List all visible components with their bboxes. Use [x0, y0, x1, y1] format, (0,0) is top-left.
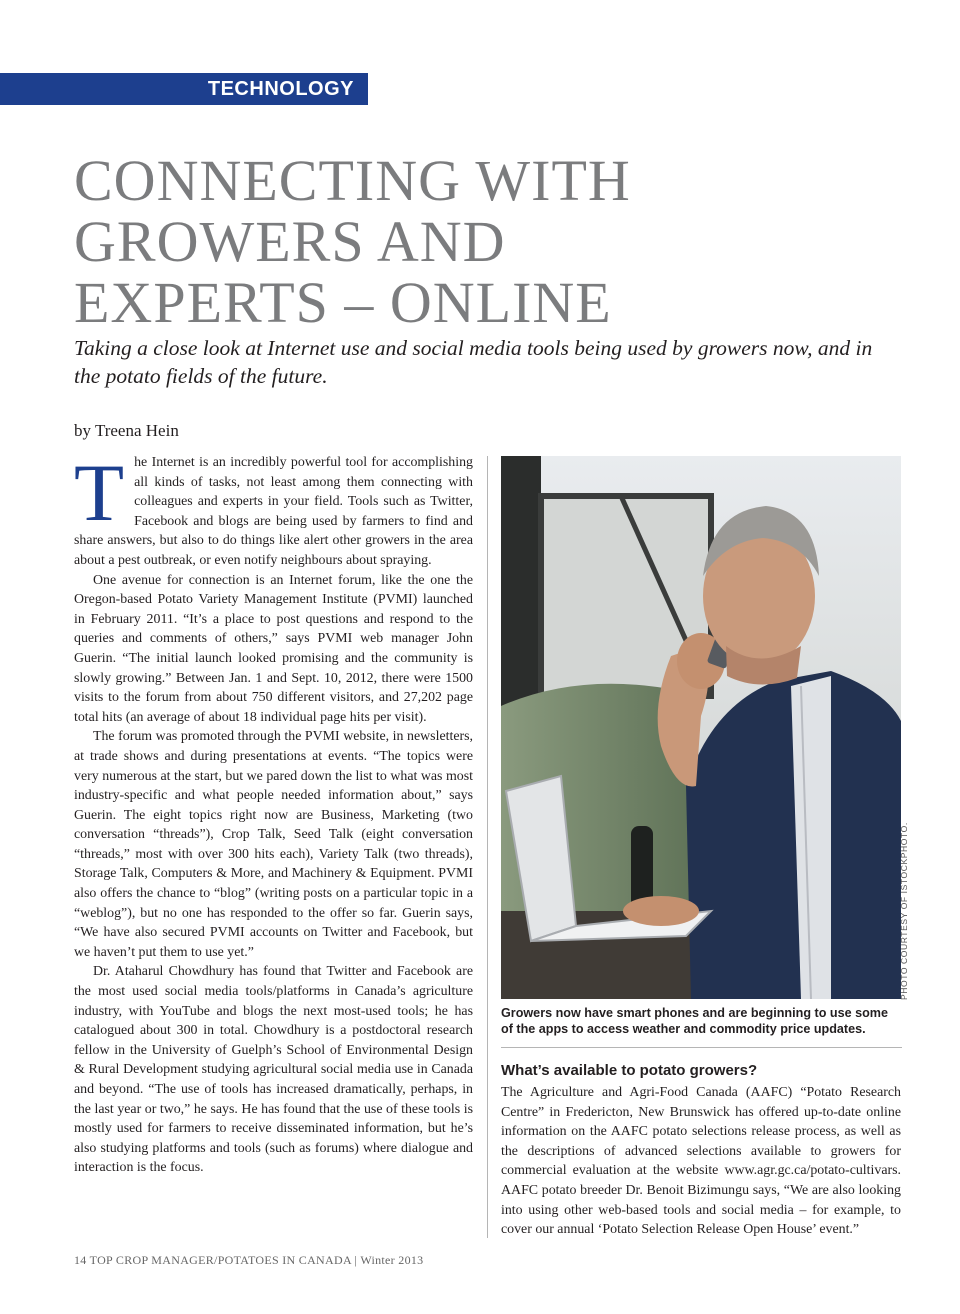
- section-tag: [0, 73, 368, 105]
- paragraph-2: One avenue for connection is an Internet forum, like the one the Oregon-based Potato Variety Management Institute (PVMI) launched in February 2011. “It’s a place to post questions and respond to the queries and comments of others,” says PVMI web manager John Guerin. “The initial launch looked promising and the community is slowly growing.” Between Jan. 1 and Sept. 10, 2012, there were 1500 visits to the forum from about 750 different visitors, and 27,202 page total hits (an average of about 18 individual page hits per visit).: [74, 572, 473, 725]
- article-body: [74, 447, 473, 1178]
- headline-line-3: EXPERTS – ONLINE: [74, 270, 612, 335]
- sidebar-body: [501, 1083, 901, 1240]
- paragraph-4: Dr. Ataharul Chowdhury has found that Twitter and Facebook are the most used social media tools/platforms in Canada’s agriculture industry, with YouTube and blogs the next most-used tools; he has catalogued about 300 in total. Chowdhury is a postdoctoral research fellow in the University of Guelph’s School of Environmental Design & Rural Development studying agricultural social media use in Canada and beyond. “The use of tools has increased dramatically, perhaps, in the last year or two,” he says. He has found that the use of these tools is mostly used for farmers to receive disseminated information, but he’s also studying platforms and tools (such as forums) where dialogue and interaction is the focus.: [74, 964, 473, 1176]
- paragraph-1-text: he Internet is an incredibly powerful tool for accomplishing all kinds of tasks, not least among them connecting with colleagues and experts in your field. Tools such as Twitter, Facebook and blogs are being used by farmers to find and share answers, but also to do things like alert other growers in the area about a pest outbreak, or even notify neighbours about spraying.: [74, 455, 473, 568]
- headline: [74, 150, 914, 333]
- article-photo: [501, 456, 901, 999]
- section-tag-label: TECHNOLOGY: [207, 77, 354, 100]
- deck: Taking a close look at Internet use and social media tools being used by growers now, and in the potato fields of the future.: [74, 336, 873, 388]
- drop-cap: T: [74, 447, 125, 538]
- page-folio: 14 TOP CROP MANAGER/POTATOES IN CANADA | Winter 2013: [74, 1253, 424, 1267]
- column-divider: [487, 456, 488, 1238]
- paragraph-3: The forum was promoted through the PVMI website, in newsletters, at trade shows and during presentations at events. “The topics were very numerous at the start, but we pared down the list to what was most industry-specific and what people needed information about,” says Guerin. The eight topics right now are Business, Marketing (two conversation “threads”), Crop Talk, Seed Talk (eight conversation “threads,” most with over 300 hits each), Variety Talk (two threads), Storage Talk, Computers & More, and Machinery & Equipment. PVMI also offers the chance to “blog” (writing posts on a particular topic in a “weblog”), but no one has responded to the offer so far. Guerin says, “We have also secured PVMI accounts on Twitter and Facebook, but we haven’t put them to use yet.”: [74, 729, 473, 960]
- byline: by Treena Hein: [74, 421, 179, 440]
- photo-credit: PHOTO COURTESY OF ISTOCKPHOTO.: [899, 822, 909, 1000]
- farmer-with-phone-and-laptop-illustration: [501, 456, 901, 999]
- caption-divider: [501, 1047, 902, 1048]
- paragraph-1: [74, 447, 473, 571]
- sidebar-paragraph: The Agriculture and Agri-Food Canada (AAFC) “Potato Research Centre” in Fredericton, New Brunswick has offered up-to-date online information on the AAFC potato selections release process, as well as the descriptions of advanced selections available to growers for commercial evaluation at the website www.agr.gc.ca/potato-cultivars. AAFC potato breeder Dr. Benoit Bizimungu says, “We are also looking into using other web-based tools and social media – for example, to cover our annual ‘Potato Selection Release Open House’ event.”: [501, 1085, 901, 1238]
- headline-line-1: CONNECTING WITH: [74, 148, 631, 213]
- sidebar-subhead: What’s available to potato growers?: [501, 1062, 758, 1079]
- photo-caption: Growers now have smart phones and are beginning to use some of the apps to access weather and commodity price updates.: [501, 1006, 888, 1036]
- headline-line-2: GROWERS AND: [74, 209, 506, 274]
